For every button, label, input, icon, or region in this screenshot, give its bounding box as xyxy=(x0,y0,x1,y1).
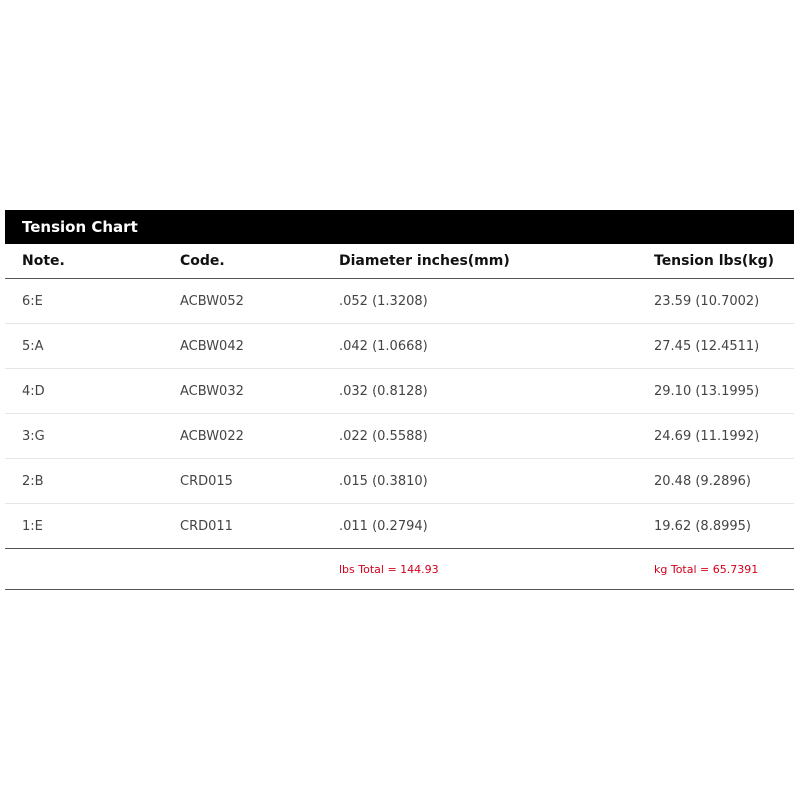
diameter-cell: .022 (0.5588) xyxy=(322,414,637,459)
tension-cell: 24.69 (11.1992) xyxy=(637,414,794,459)
tension-table xyxy=(5,244,794,590)
diameter-cell: .011 (0.2794) xyxy=(322,504,637,549)
tension-cell: 27.45 (12.4511) xyxy=(637,324,794,369)
lbs-total: lbs Total = 144.93 xyxy=(322,549,637,590)
table-row xyxy=(5,324,794,369)
total-row xyxy=(5,549,794,590)
note-cell: 3:G xyxy=(5,414,163,459)
table-row xyxy=(5,504,794,549)
table-row xyxy=(5,279,794,324)
chart-title: Tension Chart xyxy=(5,210,794,244)
header-note: Note. xyxy=(5,244,163,279)
note-cell: 4:D xyxy=(5,369,163,414)
table-row xyxy=(5,459,794,504)
total-empty-cell xyxy=(163,549,322,590)
code-cell: ACBW022 xyxy=(163,414,322,459)
diameter-cell: .015 (0.3810) xyxy=(322,459,637,504)
code-cell: CRD015 xyxy=(163,459,322,504)
code-cell: ACBW032 xyxy=(163,369,322,414)
note-cell: 5:A xyxy=(5,324,163,369)
note-cell: 6:E xyxy=(5,279,163,324)
header-tension: Tension lbs(kg) xyxy=(637,244,794,279)
header-row xyxy=(5,244,794,279)
header-diameter: Diameter inches(mm) xyxy=(322,244,637,279)
diameter-cell: .052 (1.3208) xyxy=(322,279,637,324)
tension-cell: 19.62 (8.8995) xyxy=(637,504,794,549)
table-row xyxy=(5,414,794,459)
table-row xyxy=(5,369,794,414)
code-cell: CRD011 xyxy=(163,504,322,549)
note-cell: 1:E xyxy=(5,504,163,549)
code-cell: ACBW052 xyxy=(163,279,322,324)
diameter-cell: .032 (0.8128) xyxy=(322,369,637,414)
tension-cell: 20.48 (9.2896) xyxy=(637,459,794,504)
total-empty-cell xyxy=(5,549,163,590)
diameter-cell: .042 (1.0668) xyxy=(322,324,637,369)
tension-cell: 23.59 (10.7002) xyxy=(637,279,794,324)
note-cell: 2:B xyxy=(5,459,163,504)
kg-total: kg Total = 65.7391 xyxy=(637,549,794,590)
tension-cell: 29.10 (13.1995) xyxy=(637,369,794,414)
header-code: Code. xyxy=(163,244,322,279)
tension-chart xyxy=(5,210,794,590)
code-cell: ACBW042 xyxy=(163,324,322,369)
